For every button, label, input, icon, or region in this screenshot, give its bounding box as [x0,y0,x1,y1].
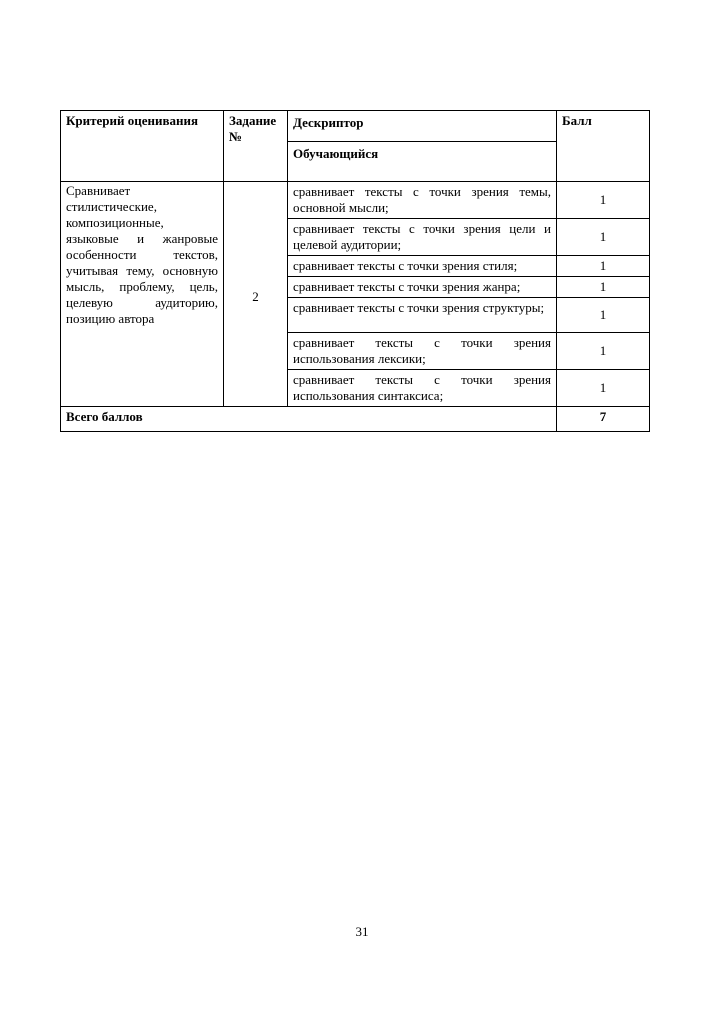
task-number-cell: 2 [224,182,288,407]
descriptor-cell: сравнивает тексты с точки зрения стиля; [288,256,557,277]
header-score: Балл [557,111,650,182]
score-cell: 1 [557,256,650,277]
header-task: Задание № [224,111,288,182]
descriptor-cell: сравнивает тексты с точки зрения использования синтаксиса; [288,370,557,407]
score-cell: 1 [557,298,650,333]
score-cell: 1 [557,182,650,219]
descriptor-cell: сравнивает тексты с точки зрения использования лексики; [288,333,557,370]
descriptor-cell: сравнивает тексты с точки зрения цели и целевой аудитории; [288,219,557,256]
header-learner: Обучающийся [288,142,557,182]
descriptor-cell: сравнивает тексты с точки зрения структуры; [288,298,557,333]
score-cell: 1 [557,219,650,256]
header-descriptor: Дескриптор [288,111,557,142]
total-score: 7 [557,407,650,432]
total-label: Всего баллов [61,407,557,432]
header-criterion: Критерий оценивания [61,111,224,182]
descriptor-cell: сравнивает тексты с точки зрения жанра; [288,277,557,298]
assessment-table [60,110,650,432]
criterion-cell: Сравнивает стилистические, композиционные, языковые и жанровые особенности текстов, учитывая тему, основную мысль, проблему, цель, целевую аудиторию, позицию автора [61,182,224,407]
score-cell: 1 [557,333,650,370]
descriptor-cell: сравнивает тексты с точки зрения темы, основной мысли; [288,182,557,219]
score-cell: 1 [557,370,650,407]
table-row [61,182,650,219]
total-row [61,407,650,432]
header-row [61,111,650,142]
page-number: 31 [355,924,369,939]
score-cell: 1 [557,277,650,298]
